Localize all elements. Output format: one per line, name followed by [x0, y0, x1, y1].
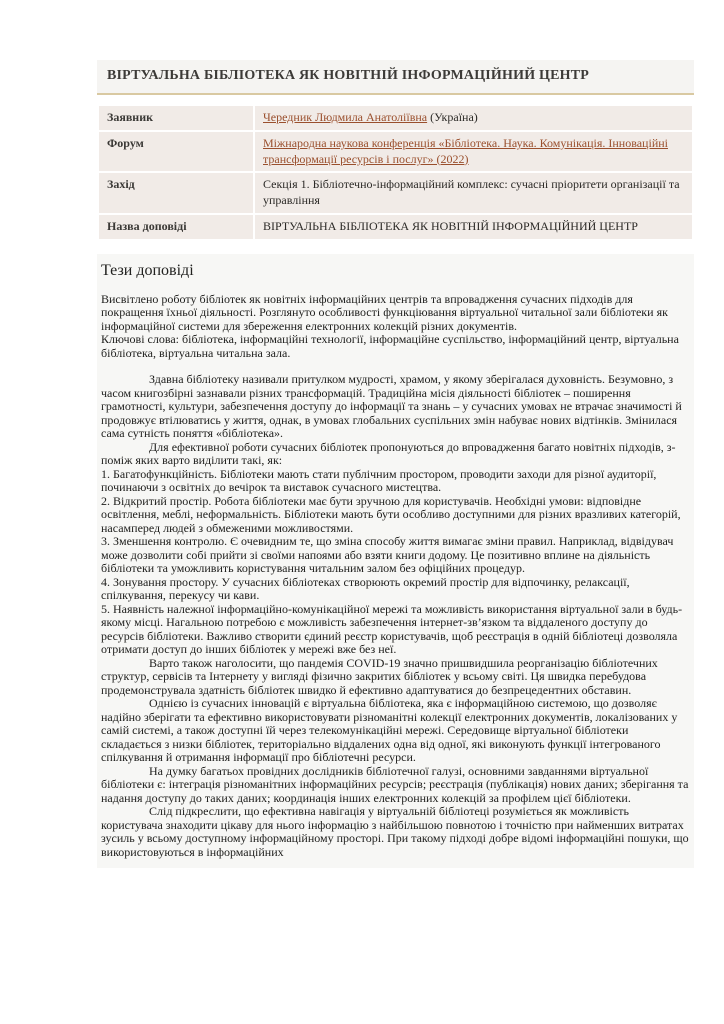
abstract-list-item-5: 5. Наявність належної інформаційно-комунікаційної мережі та можливість використання віртуальної зали в будь-якому місці. Нагальною потребою є можливість забезпечення інтернет-зв’язком та віддаленого доступу до ресурсів бібліотеки. Важливо створити єдиний реєстр користувачів, щоб реєстрація в одній бібліотеці дозволяла отримати доступ до інших бібліотек у мережі вже без неї. [101, 601, 683, 657]
abstract-list-item-4: 4. Зонування простору. У сучасних бібліотеках створюють окремий простір для відпочинку, релаксації, спілкування, перекусу чи кави. [101, 574, 630, 603]
table-row-applicant [99, 106, 692, 130]
content-column [97, 60, 694, 868]
applicant-link[interactable]: Чередник Людмила Анатоліївна [263, 110, 428, 124]
page-title-bar [97, 60, 694, 95]
metadata-table [97, 104, 694, 241]
abstract-heading: Тези доповіді [101, 261, 194, 279]
abstract-list-item-1: 1. Багатофункційність. Бібліотеки мають стати публічним простором, проводити заходи для різної аудиторії, починаючи з освітніх до вечірок та виставок сучасного мистецтва. [101, 466, 657, 495]
abstract-summary: Висвітлено роботу бібліотек як новітніх інформаційних центрів та впровадження сучасних підходів для покращення їхньої діяльності. Розглянуто особливості функціювання віртуальної читальної зали бібліотеки як інформаційної системи для збереження електронних колекцій різних документів. [101, 291, 668, 333]
row-value-applicant [255, 106, 692, 130]
abstract-section [97, 254, 694, 869]
row-label-event: Захід [99, 173, 253, 213]
abstract-paragraph: Слід підкреслити, що ефективна навігація у віртуальній бібліотеці розуміється як можливість користувача знаходити цікаву для нього інформацію з найбільшою повнотою і точністю при найменших витратах зусиль у всьому доступному інформаційному просторі. При такому підході добре відомі інформаційні пошуки, що використовуються в інформаційних [101, 804, 689, 859]
row-value-event: Секція 1. Бібліотечно-інформаційний комплекс: сучасні пріоритети організації та управління [255, 173, 692, 213]
abstract-paragraph: Однією із сучасних інновацій є віртуальна бібліотека, яка є інформаційною системою, що дозволяє надійно зберігати та ефективно використовувати різноманітні колекції електронних документів, локалізованих у самій системі, а також доступні їй через телекомунікаційні мережі. Середовище віртуальної бібліотеки складається з низки бібліотек, територіально віддалених одна від одної, які виконують функції інтегрованого спілкування й отримання інформації про бібліотечні ресурси. [101, 696, 678, 765]
abstract-list-item-3: 3. Зменшення контролю. Є очевидним те, що зміна способу життя вимагає зміни правил. Наприклад, відвідувач може дозволити собі прийти зі своїми напоями або взяти книги додому. Це позитивно вплине на діяльність бібліотеки та уможливить користування читальним залом без офіційних процедур. [101, 534, 674, 576]
page-title: ВІРТУАЛЬНА БІБЛІОТЕКА ЯК НОВІТНІЙ ІНФОРМАЦІЙНИЙ ЦЕНТР [107, 68, 589, 83]
abstract-keywords: Ключові слова: бібліотека, інформаційні технології, інформаційне суспільство, інформаційний центр, віртуальна бібліотека, віртуальна читальна зала. [101, 332, 679, 360]
applicant-country: (Україна) [427, 110, 478, 124]
table-row-report-title [99, 215, 692, 239]
table-row-event [99, 173, 692, 213]
abstract-list-item-2: 2. Відкритий простір. Робота бібліотеки має бути зручною для користувачів. Необхідні умови: відповідне освітлення, меблі, неформальність. Бібліотеки мають бути особливо доступними для різних вразливих категорій, насамперед людей з обмеженими можливостями. [101, 493, 681, 535]
row-label-applicant: Заявник [99, 106, 253, 130]
row-value-report-title: ВІРТУАЛЬНА БІБЛІОТЕКА ЯК НОВІТНІЙ ІНФОРМАЦІЙНИЙ ЦЕНТР [255, 215, 692, 239]
abstract-paragraph: Варто також наголосити, що пандемія COVID-19 значно пришвидшила реорганізацію бібліотечних структур, сервісів та Інтернету у вигляді фізично закритих бібліотек у всьому світі. Ця швидка перебудова продемонструвала здатність бібліотек швидко й ефективно адаптуватися до безпрецедентних обставин. [101, 655, 658, 697]
row-label-forum: Форум [99, 132, 253, 172]
abstract-paragraph: Здавна бібліотеку називали притулком мудрості, храмом, у якому зберігалася духовність. Безумовно, з часом книгозбірні зазнавали різних трансформацій. Традиційна місія діяльності бібліотек – поширення грамотності, культури, забезпечення доступу до інформації та знань – у сучасних умовах не втрачає значимості й продовжує втілюватись у життя, однак, в умовах глобальних суспільних змін набуває нових відтінків. Змінилася сама сутність поняття «бібліотека». [101, 372, 682, 441]
table-row-forum [99, 132, 692, 172]
row-label-report-title: Назва доповіді [99, 215, 253, 239]
row-value-forum [255, 132, 692, 172]
forum-link[interactable]: Міжнародна наукова конференція «Бібліотека. Наука. Комунікація. Інноваційні трансформації ресурсів і послуг» (2022) [263, 135, 668, 166]
abstract-paragraph: На думку багатьох провідних дослідників бібліотечної галузі, основними завданнями віртуальної бібліотеки є: інтеграція різноманітних інформаційних ресурсів; реєстрація (публікація) нових даних; зберігання та надання доступу до таких даних; координація інших електронних колекцій за профілем цієї бібліотеки. [101, 763, 689, 805]
abstract-paragraph: Для ефективної роботи сучасних бібліотек пропонуються до впровадження багато новітніх підходів, з-поміж яких варто виділити такі, як: [101, 439, 676, 468]
